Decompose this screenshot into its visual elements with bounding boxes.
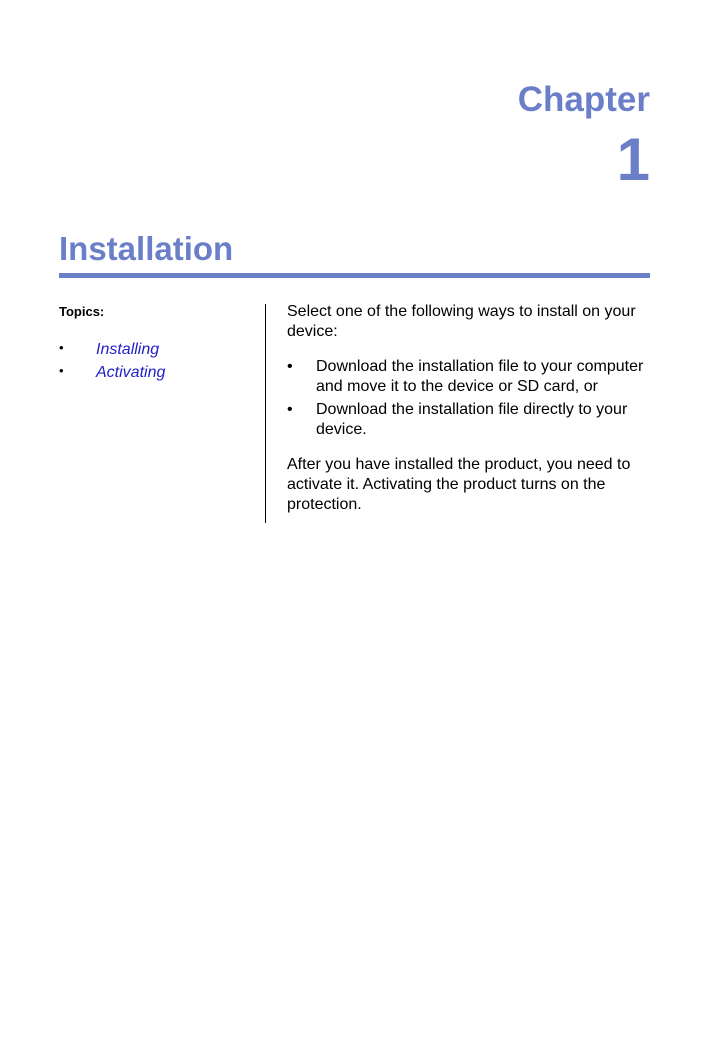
column-divider: [265, 304, 266, 523]
bullet-icon: •: [287, 358, 293, 375]
title-divider: [59, 273, 650, 278]
list-item: [287, 400, 653, 440]
install-options-list: [287, 357, 653, 440]
bullet-icon: •: [287, 401, 293, 418]
chapter-label: Chapter: [517, 80, 650, 119]
chapter-number: 1: [616, 126, 650, 193]
closing-paragraph: After you have installed the product, you need to activate it. Activating the product turns on the protection.: [287, 456, 631, 513]
list-item: [287, 357, 653, 397]
topics-list: [59, 340, 165, 386]
topic-item-installing: [59, 340, 165, 363]
page-title: Installation: [59, 230, 234, 267]
topic-link-installing[interactable]: Installing: [96, 341, 160, 358]
bullet-icon: •: [59, 363, 64, 378]
main-content: [287, 302, 653, 515]
intro-paragraph: Select one of the following ways to install on your device:: [287, 303, 636, 340]
topics-heading: Topics:: [59, 304, 105, 319]
topic-item-activating: [59, 363, 165, 386]
install-option-text: Download the installation file to your computer and move it to the device or SD card, or: [316, 358, 644, 395]
bullet-icon: •: [59, 340, 64, 355]
install-option-text: Download the installation file directly to your device.: [316, 401, 628, 438]
topic-link-activating[interactable]: Activating: [96, 364, 166, 381]
